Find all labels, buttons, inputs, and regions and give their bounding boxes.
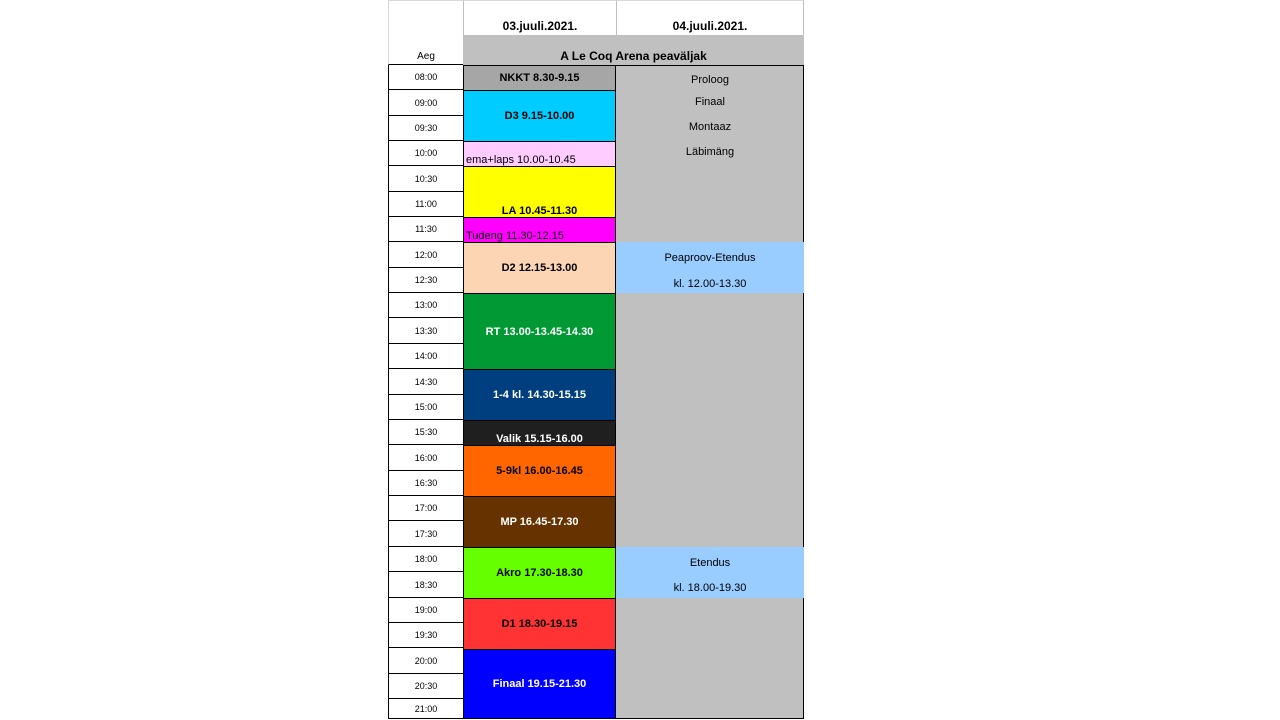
time-slot-label: 19:00 [388, 598, 463, 623]
event-block-day1: 5-9kl 16.00-16.45 [463, 445, 616, 496]
time-slot-label: 12:30 [388, 268, 463, 293]
time-slot-label: 14:30 [388, 369, 463, 395]
event-block-day1: Tudeng 11.30-12.15 [463, 217, 616, 242]
time-slot-label: 10:00 [388, 141, 463, 166]
show-time: kl. 18.00-19.30 [673, 582, 747, 594]
rehearsal-time: kl. 12.00-13.30 [673, 278, 747, 290]
time-slot-label: 10:30 [388, 166, 463, 192]
time-slot-label: 18:30 [388, 572, 463, 598]
time-slot-label: 09:30 [388, 116, 463, 141]
day2-block-evening [616, 598, 804, 719]
event-block-day1: MP 16.45-17.30 [463, 496, 616, 547]
event-block-day1: 1-4 kl. 14.30-15.15 [463, 369, 616, 420]
header-corner [388, 0, 463, 35]
day2-item-proloog: Proloog [691, 74, 729, 86]
time-slot-label: 13:00 [388, 293, 463, 318]
time-slot-label: 17:30 [388, 521, 463, 547]
event-block-day1: NKKT 8.30-9.15 [463, 65, 616, 90]
time-slot-label: 09:00 [388, 90, 463, 116]
event-block-day1: Akro 17.30-18.30 [463, 547, 616, 598]
event-block-day1: Valik 15.15-16.00 [463, 420, 616, 445]
time-slot-label: 16:30 [388, 471, 463, 496]
header-date-1: 03.juuli.2021. [463, 0, 616, 35]
event-block-day1: D2 12.15-13.00 [463, 242, 616, 293]
header-date-2: 04.juuli.2021. [616, 0, 804, 35]
event-block-day1: RT 13.00-13.45-14.30 [463, 293, 616, 369]
time-slot-label: 11:00 [388, 192, 463, 217]
time-slot-label: 12:00 [388, 242, 463, 268]
day2-block-afternoon [616, 293, 804, 547]
time-slot-label: 15:00 [388, 395, 463, 420]
event-block-day1: LA 10.45-11.30 [463, 166, 616, 217]
time-slot-label: 17:00 [388, 496, 463, 521]
event-block-day1: D1 18.30-19.15 [463, 598, 616, 649]
event-block-day1: Finaal 19.15-21.30 [463, 649, 616, 719]
time-slot-label: 20:30 [388, 674, 463, 699]
time-slot-label: 13:30 [388, 318, 463, 344]
time-slot-label: 19:30 [388, 623, 463, 648]
event-block-day1: ema+laps 10.00-10.45 [463, 141, 616, 166]
time-slot-label: 15:30 [388, 420, 463, 445]
time-slot-label: 20:00 [388, 648, 463, 674]
time-slot-label: 18:00 [388, 547, 463, 572]
day2-item-montaaz: Montaaz [688, 121, 732, 133]
event-block-day1: D3 9.15-10.00 [463, 90, 616, 141]
time-slot-label: 16:00 [388, 445, 463, 471]
time-slot-label: 21:00 [388, 699, 463, 719]
day2-item-finaal: Finaal [695, 96, 725, 108]
show-title: Etendus [689, 557, 731, 569]
time-slot-label: 08:00 [388, 65, 463, 90]
time-slot-label: 14:00 [388, 344, 463, 369]
venue-title: A Le Coq Arena peaväljak [463, 35, 804, 65]
day2-item-labimang: Läbimäng [685, 146, 735, 158]
time-column-label: Aeg [388, 35, 463, 65]
rehearsal-title: Peaproov-Etendus [664, 252, 756, 264]
time-slot-label: 11:30 [388, 217, 463, 242]
